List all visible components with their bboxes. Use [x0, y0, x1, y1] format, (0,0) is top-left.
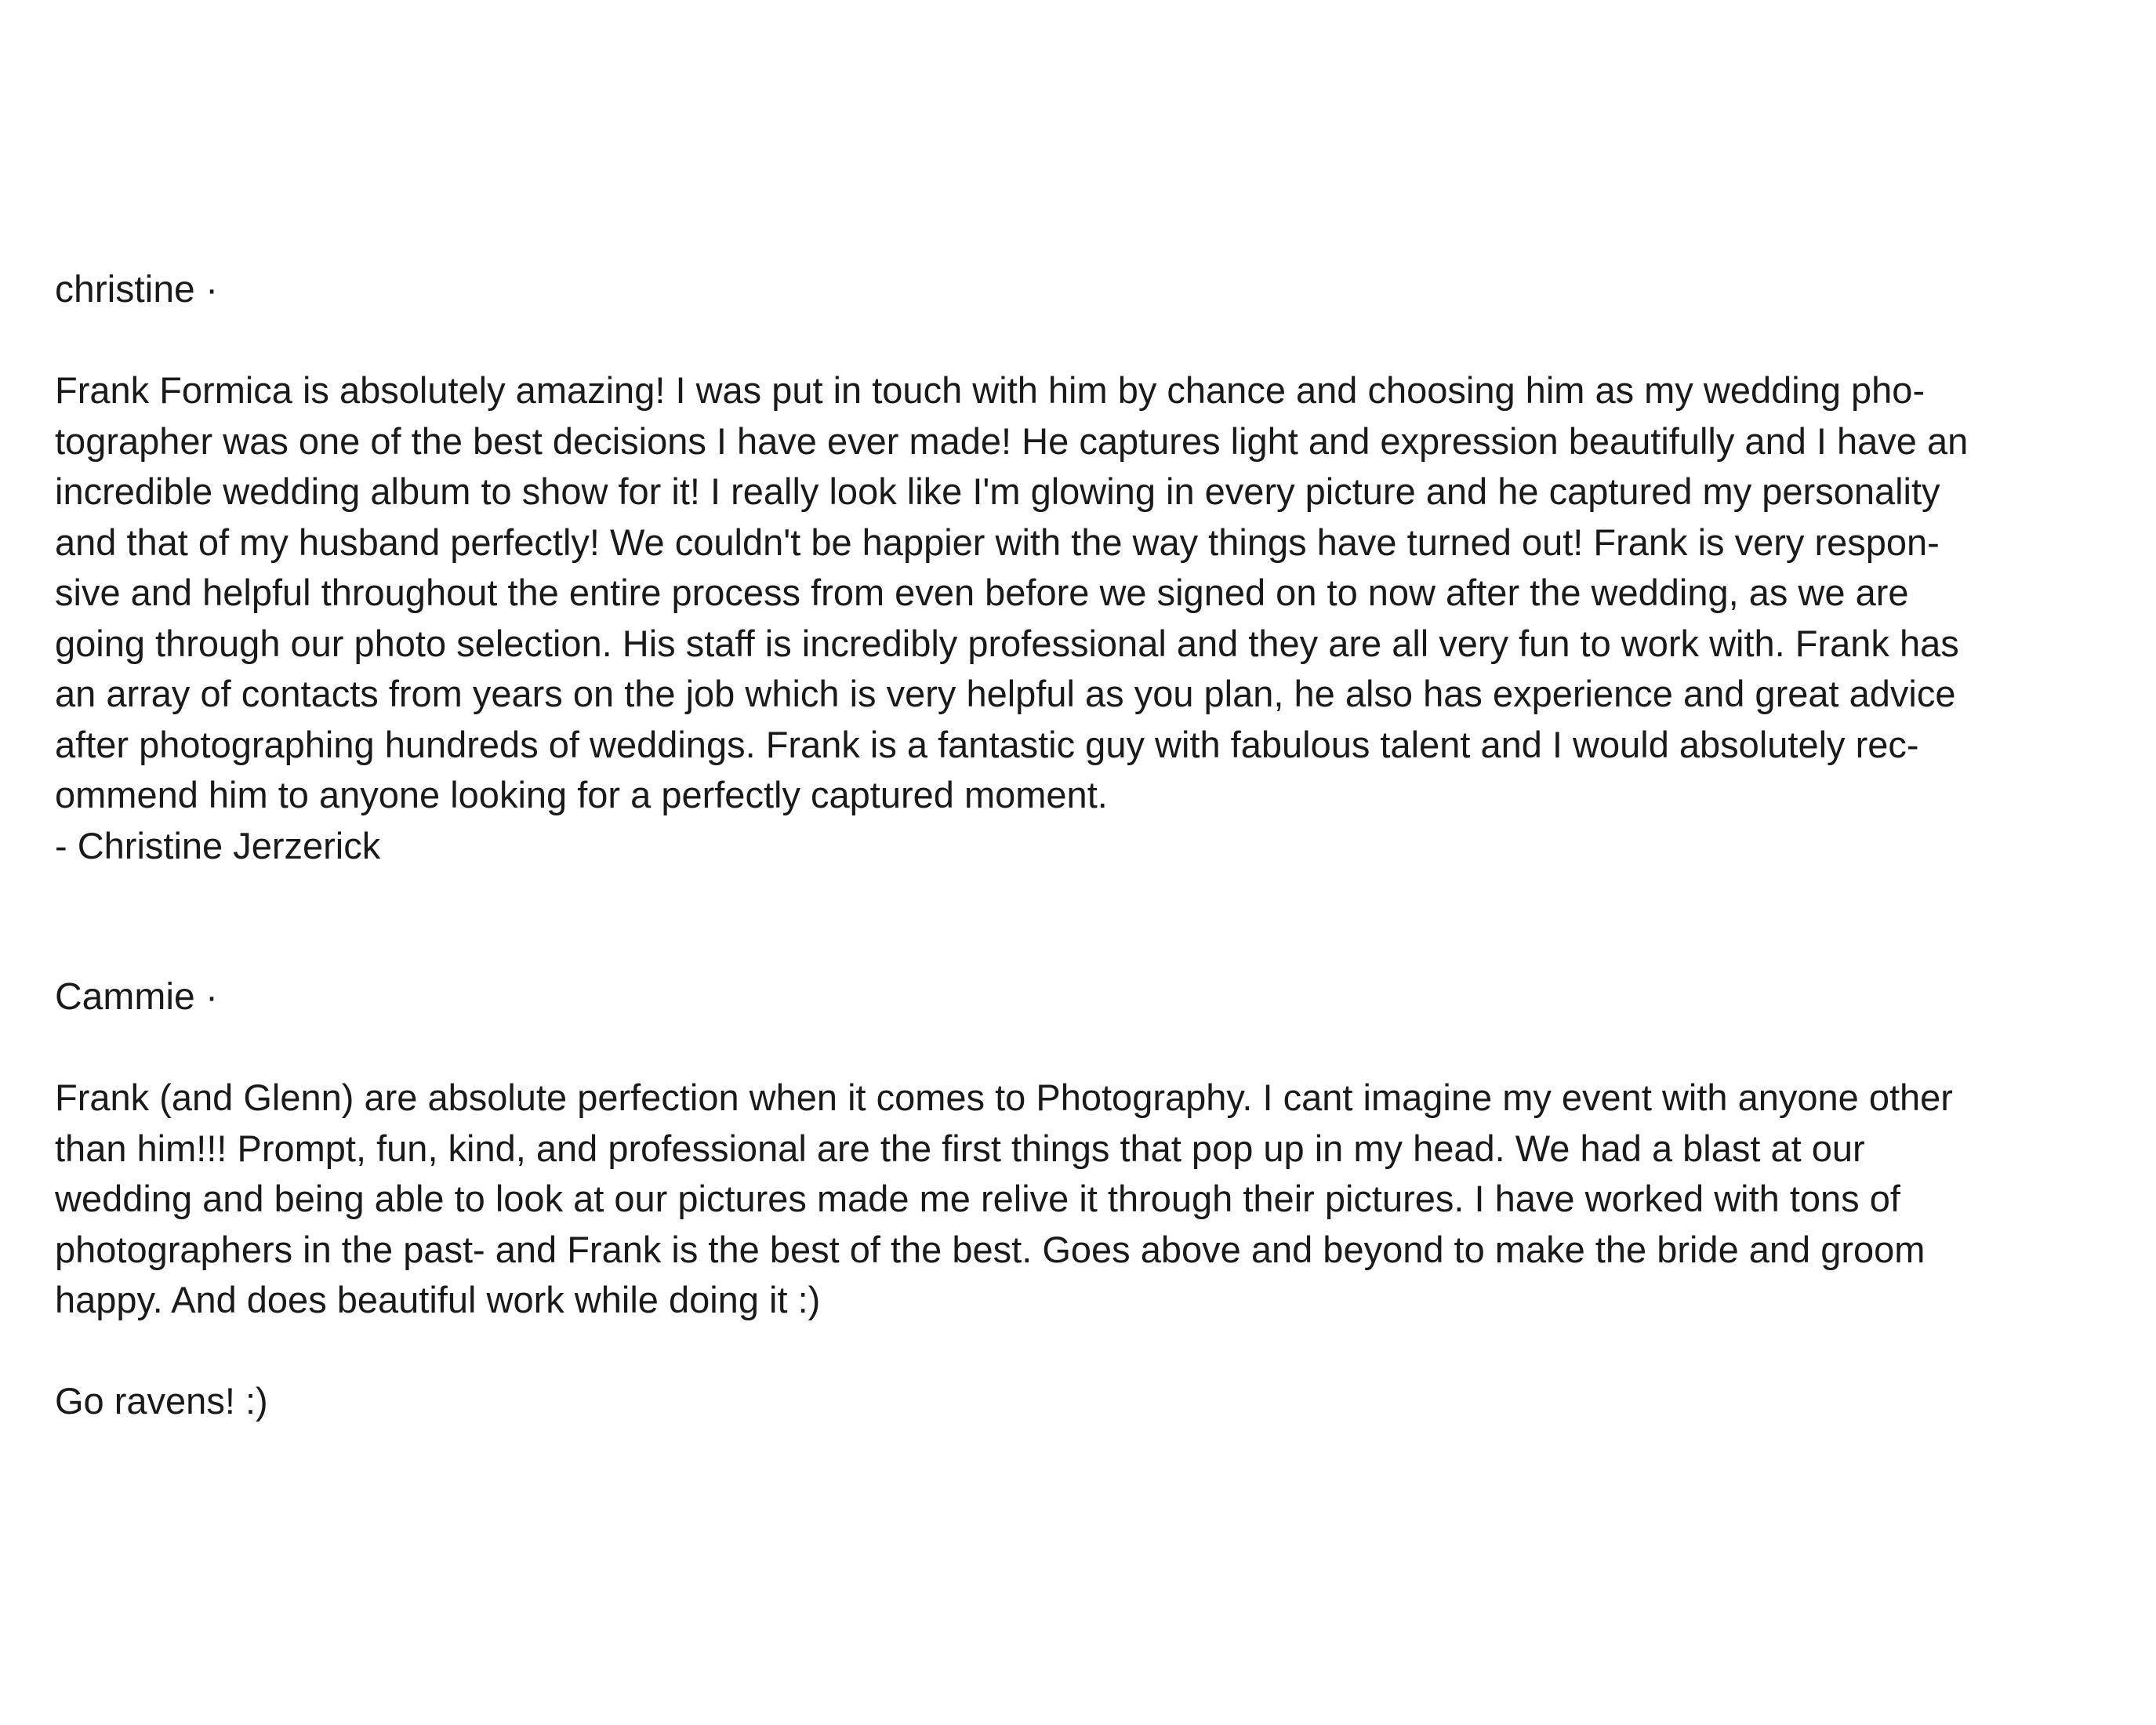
- name-separator: ·: [205, 976, 219, 1018]
- review-line: tographer was one of the best decisions I have ever made! He captures light and expression beautifully and I have an: [55, 419, 1969, 462]
- review-line: wedding and being able to look at our pictures made me relive it through their pictures. I have worked with tons of: [55, 1178, 1900, 1219]
- reviewer-name: Cammie: [55, 976, 195, 1018]
- review-line: sive and helpful throughout the entire process from even before we signed on to now after the wedding, as we are: [55, 572, 1909, 613]
- paragraph-break: [55, 1326, 2109, 1377]
- review-line: and that of my husband perfectly! We couldn't be happier with the way things have turned out! Frank is very respon-: [55, 521, 1940, 563]
- review-line: incredible wedding album to show for it! I really look like I'm glowing in every picture and he captured my personality: [55, 470, 1940, 512]
- review-christine: [55, 265, 2109, 871]
- reviewer-name: christine: [55, 269, 195, 310]
- review-text: [55, 365, 2109, 871]
- review-line: photographers in the past- and Frank is the best of the best. Goes above and beyond to make the bride and groom: [55, 1228, 1926, 1270]
- review-line: going through our photo selection. His staff is incredibly professional and they are all very fun to work with. Frank has: [55, 622, 1959, 664]
- review-line: after photographing hundreds of weddings. Frank is a fantastic guy with fabulous talent and I would absolutely rec-: [55, 723, 1919, 765]
- name-separator: ·: [205, 269, 219, 310]
- review-line: than him!!! Prompt, fun, kind, and professional are the first things that pop up in my head. We had a blast at our: [55, 1127, 1865, 1169]
- reviewer-line: [55, 265, 2109, 315]
- review-line: ommend him to anyone looking for a perfectly captured moment.: [55, 774, 1108, 815]
- review-cammie: [55, 972, 2109, 1427]
- reviewer-line: [55, 972, 2109, 1022]
- review-text: [55, 1073, 2109, 1427]
- review-line: Frank Formica is absolutely amazing! I was put in touch with him by chance and choosing him as my wedding pho-: [55, 369, 1926, 411]
- review-line: Frank (and Glenn) are absolute perfection when it comes to Photography. I cant imagine my event with anyone other: [55, 1077, 1953, 1118]
- review-signature: - Christine Jerzerick: [55, 824, 381, 866]
- review-line: an array of contacts from years on the job which is very helpful as you plan, he also has experience and great advice: [55, 673, 1956, 714]
- review-line: happy. And does beautiful work while doing it :): [55, 1279, 821, 1320]
- review-closing: Go ravens! :): [55, 1380, 268, 1422]
